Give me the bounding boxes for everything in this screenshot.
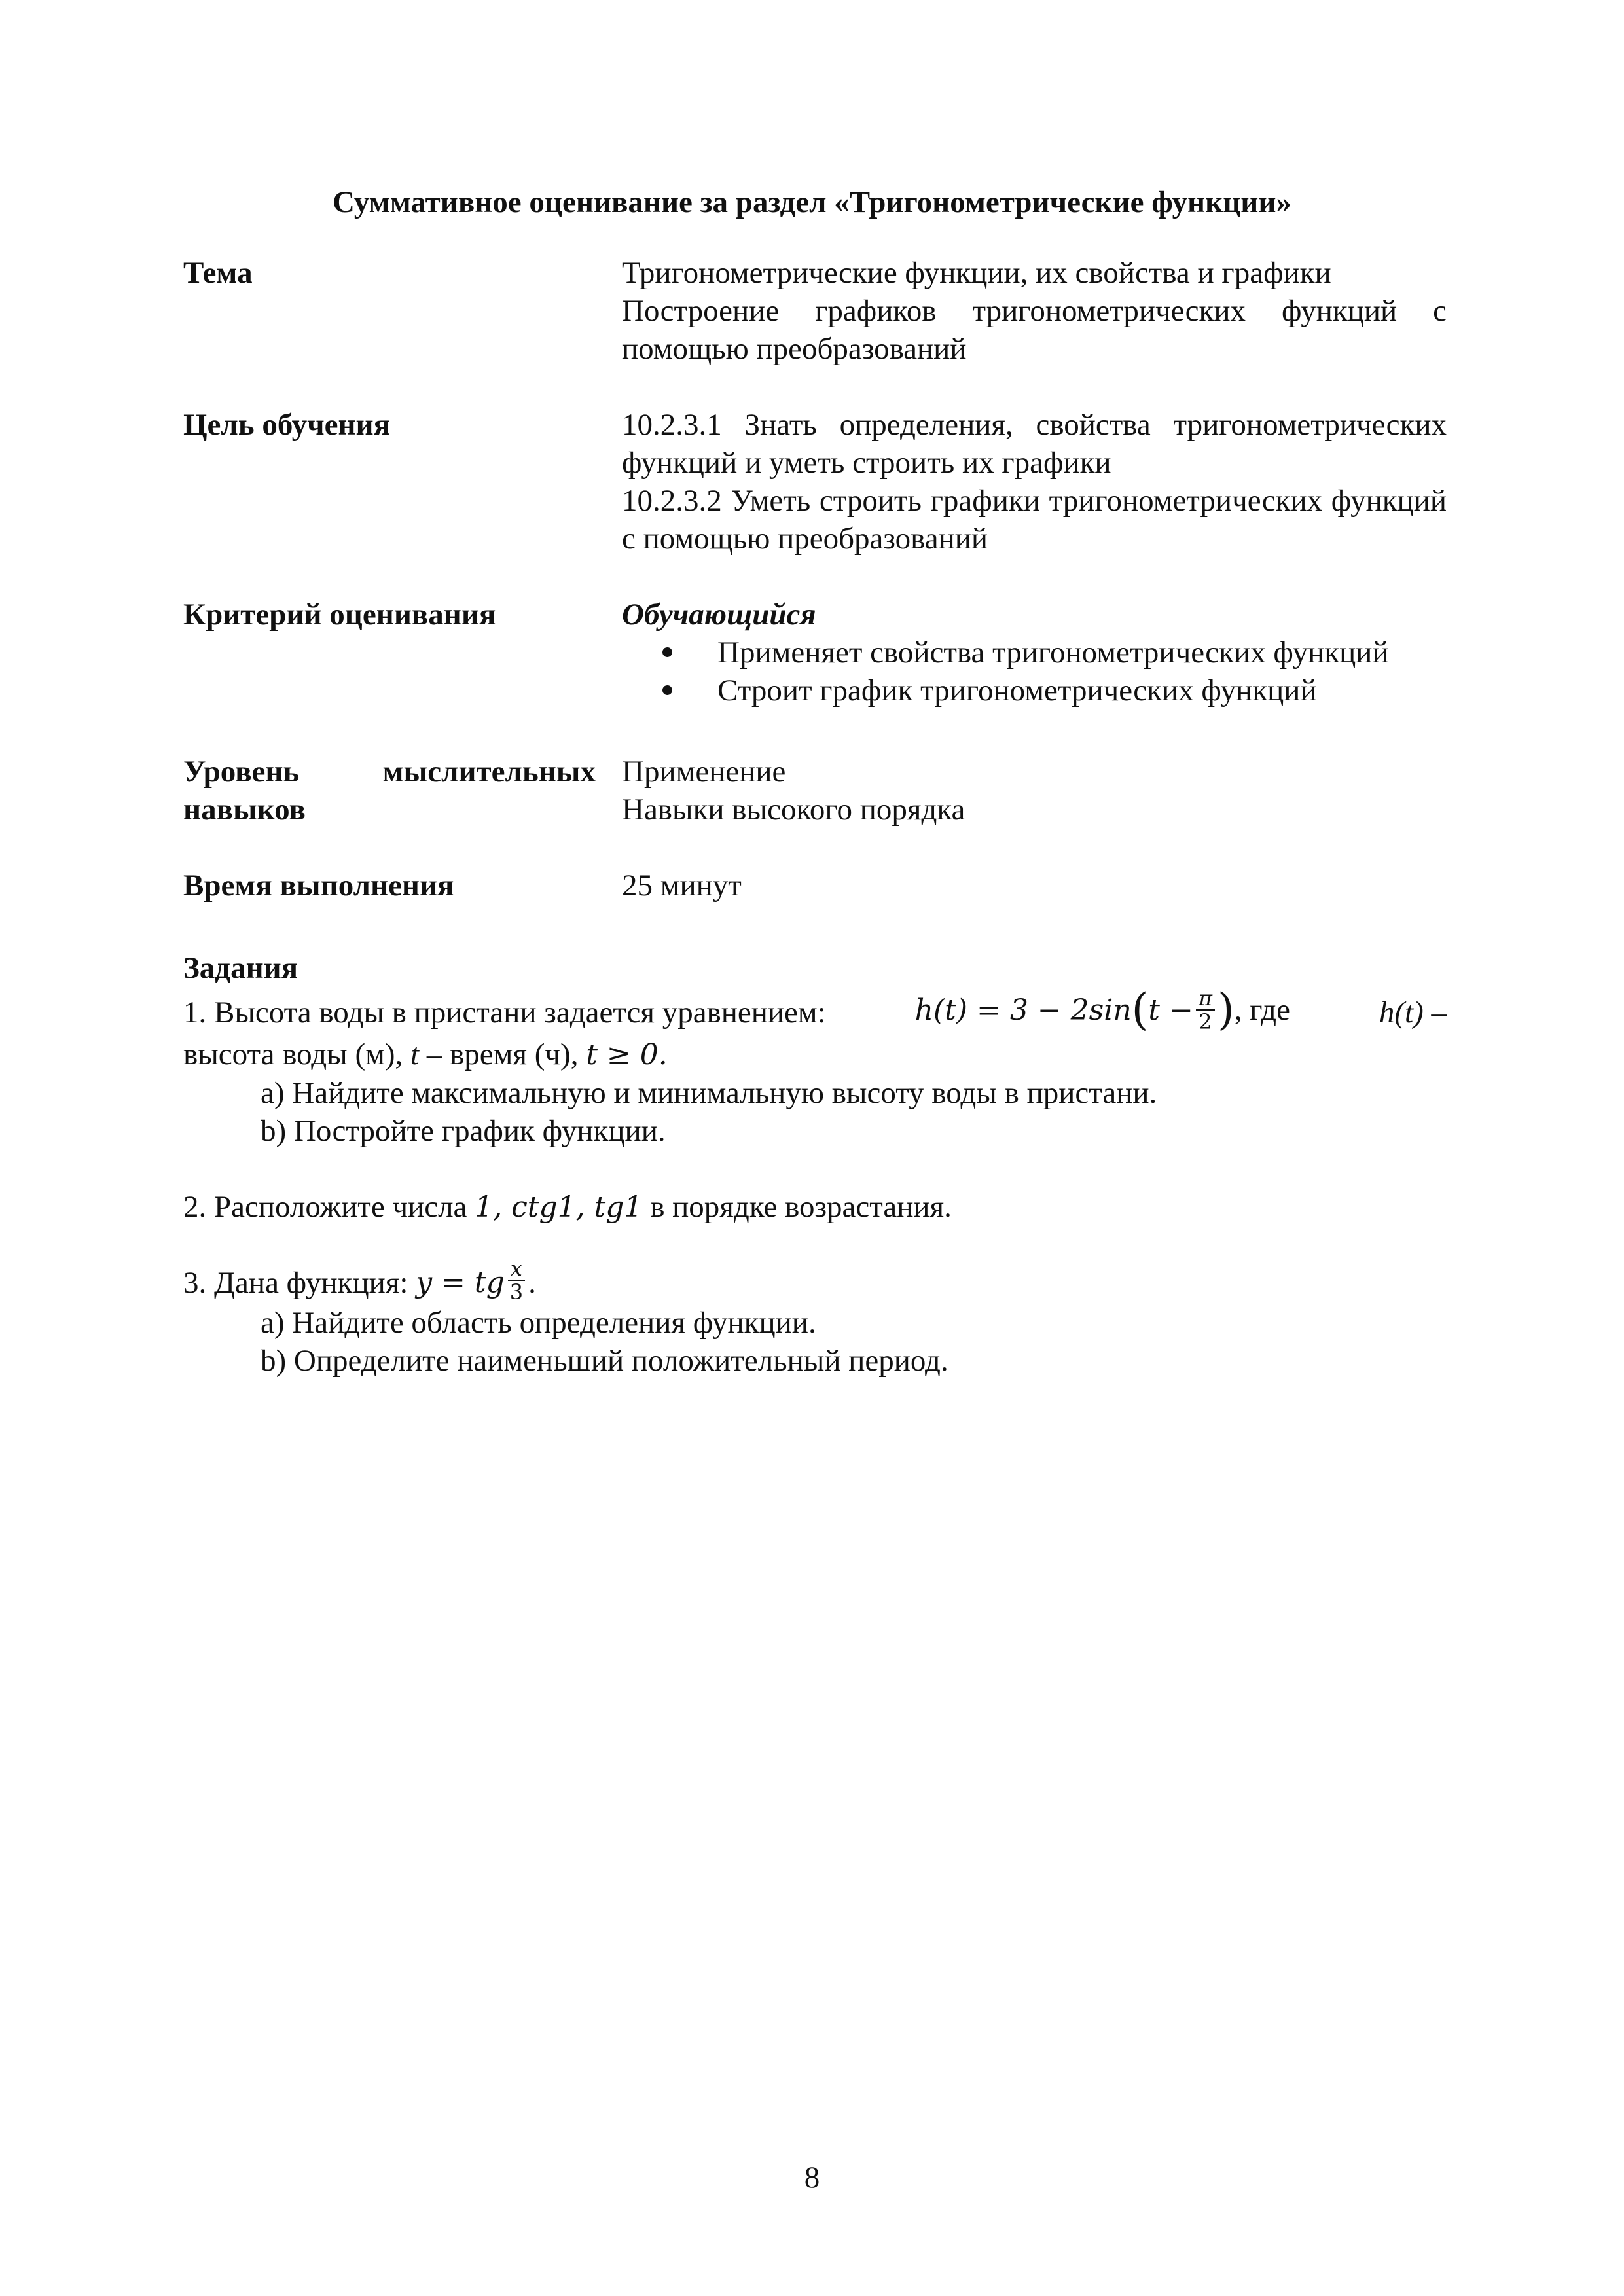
task-1-where: , где <box>1234 992 1290 1027</box>
objective-1 <box>622 406 1447 482</box>
fraction-numerator: π <box>1196 987 1215 1011</box>
task-1-ht <box>1379 994 1447 1031</box>
criteria-value <box>622 596 1447 709</box>
task-1-formula <box>914 984 1290 1035</box>
task-1-formula-arg: t − <box>1148 993 1193 1027</box>
level-label-line-2: навыков <box>183 793 306 827</box>
fraction-denominator: 3 <box>509 1280 524 1304</box>
paren-close: ) <box>1217 984 1235 1035</box>
fraction-numerator: x <box>508 1257 525 1281</box>
page-number: 8 <box>804 2161 820 2195</box>
criteria-heading: Обучающийся <box>622 598 816 632</box>
time-value: 25 минут <box>622 869 742 903</box>
objective-2 <box>622 482 1447 558</box>
criteria-list <box>622 634 1447 709</box>
task-1-dash: – <box>1431 996 1447 1030</box>
level-line-2: Навыки высокого порядка <box>622 793 965 827</box>
goal-label: Цель обучения <box>183 408 391 442</box>
bullet-icon <box>662 685 672 695</box>
task-1 <box>183 984 1447 1150</box>
task-1-height-desc: высота воды (м), <box>183 1037 403 1071</box>
topic-value <box>622 254 1447 368</box>
tasks-section <box>183 949 1447 1380</box>
criteria-bullet-2-text: Строит график тригонометрических функций <box>717 673 1317 708</box>
topic-line-1: Тригонометрические функции, их свойства и графики <box>622 256 1331 290</box>
task-1-b: b) Постройте график функции. <box>261 1114 666 1148</box>
time-label: Время выполнения <box>183 869 454 903</box>
task-3 <box>183 1256 1447 1380</box>
criteria-label: Критерий оценивания <box>183 598 496 632</box>
fraction-denominator: 2 <box>1199 1009 1212 1034</box>
objective-1-code: 10.2.3.1 <box>622 408 722 442</box>
task-1-t-var: t <box>410 1037 420 1071</box>
topic-line-2: Построение графиков тригонометрических функций с помощью преобразований <box>622 294 1447 366</box>
paren-open: ( <box>1131 984 1149 1035</box>
level-label-word-2: мыслительных <box>382 755 596 789</box>
objective-2-code: 10.2.3.2 <box>622 484 722 518</box>
task-2-intro: 2. Расположите числа <box>183 1190 467 1224</box>
task-1-time-desc: – время (ч), <box>426 1037 579 1071</box>
criteria-bullet-1-text: Применяет свойства тригонометрических функций <box>717 636 1389 670</box>
criteria-bullet-2 <box>622 672 1447 709</box>
task-1-line-2 <box>183 1035 1447 1074</box>
objective-1-text: Знать определения, свойства тригонометрических функций и уметь строить их графики <box>622 408 1447 480</box>
bullet-icon <box>662 647 672 657</box>
task-2-outro: в порядке возрастания. <box>650 1190 952 1224</box>
level-label-line-1 <box>183 753 596 791</box>
level-line-1: Применение <box>622 755 786 789</box>
level-label <box>183 753 602 829</box>
task-3-b: b) Определите наименьший положительный период. <box>261 1344 948 1378</box>
objective-2-text: Уметь строить графики тригонометрических функций с помощью преобразований <box>622 484 1447 556</box>
task-1-condition: t ≥ 0. <box>586 1038 668 1071</box>
task-3-a: a) Найдите область определения функции. <box>261 1306 816 1340</box>
fraction-pi-2 <box>1196 987 1215 1033</box>
criteria-bullet-1 <box>622 634 1447 672</box>
task-1-formula-left: h(t) = 3 − 2sin <box>914 993 1132 1027</box>
tasks-heading: Задания <box>183 951 298 985</box>
task-1-a: a) Найдите максимальную и минимальную высоту воды в пристани. <box>261 1076 1157 1110</box>
task-3-formula: y = tg <box>416 1266 505 1299</box>
task-3-period: . <box>528 1266 536 1300</box>
level-label-word-1: Уровень <box>183 755 300 789</box>
goal-value <box>622 406 1447 558</box>
task-2 <box>183 1188 1447 1227</box>
task-2-numbers: 1, ctg1, tg1 <box>475 1191 643 1224</box>
task-1-ht-var: h(t) <box>1379 996 1424 1030</box>
task-1-line-1 <box>183 984 1447 1035</box>
fraction-x-3 <box>507 1257 526 1303</box>
page-title: Суммативное оценивание за раздел «Тригонометрические функции» <box>333 185 1291 219</box>
task-1-intro: 1. Высота воды в пристани задается уравнением: <box>183 996 826 1030</box>
task-3-line-1 <box>183 1256 1447 1304</box>
topic-label: Тема <box>183 256 253 290</box>
task-3-intro: 3. Дана функция: <box>183 1266 408 1300</box>
level-value <box>622 753 1447 829</box>
